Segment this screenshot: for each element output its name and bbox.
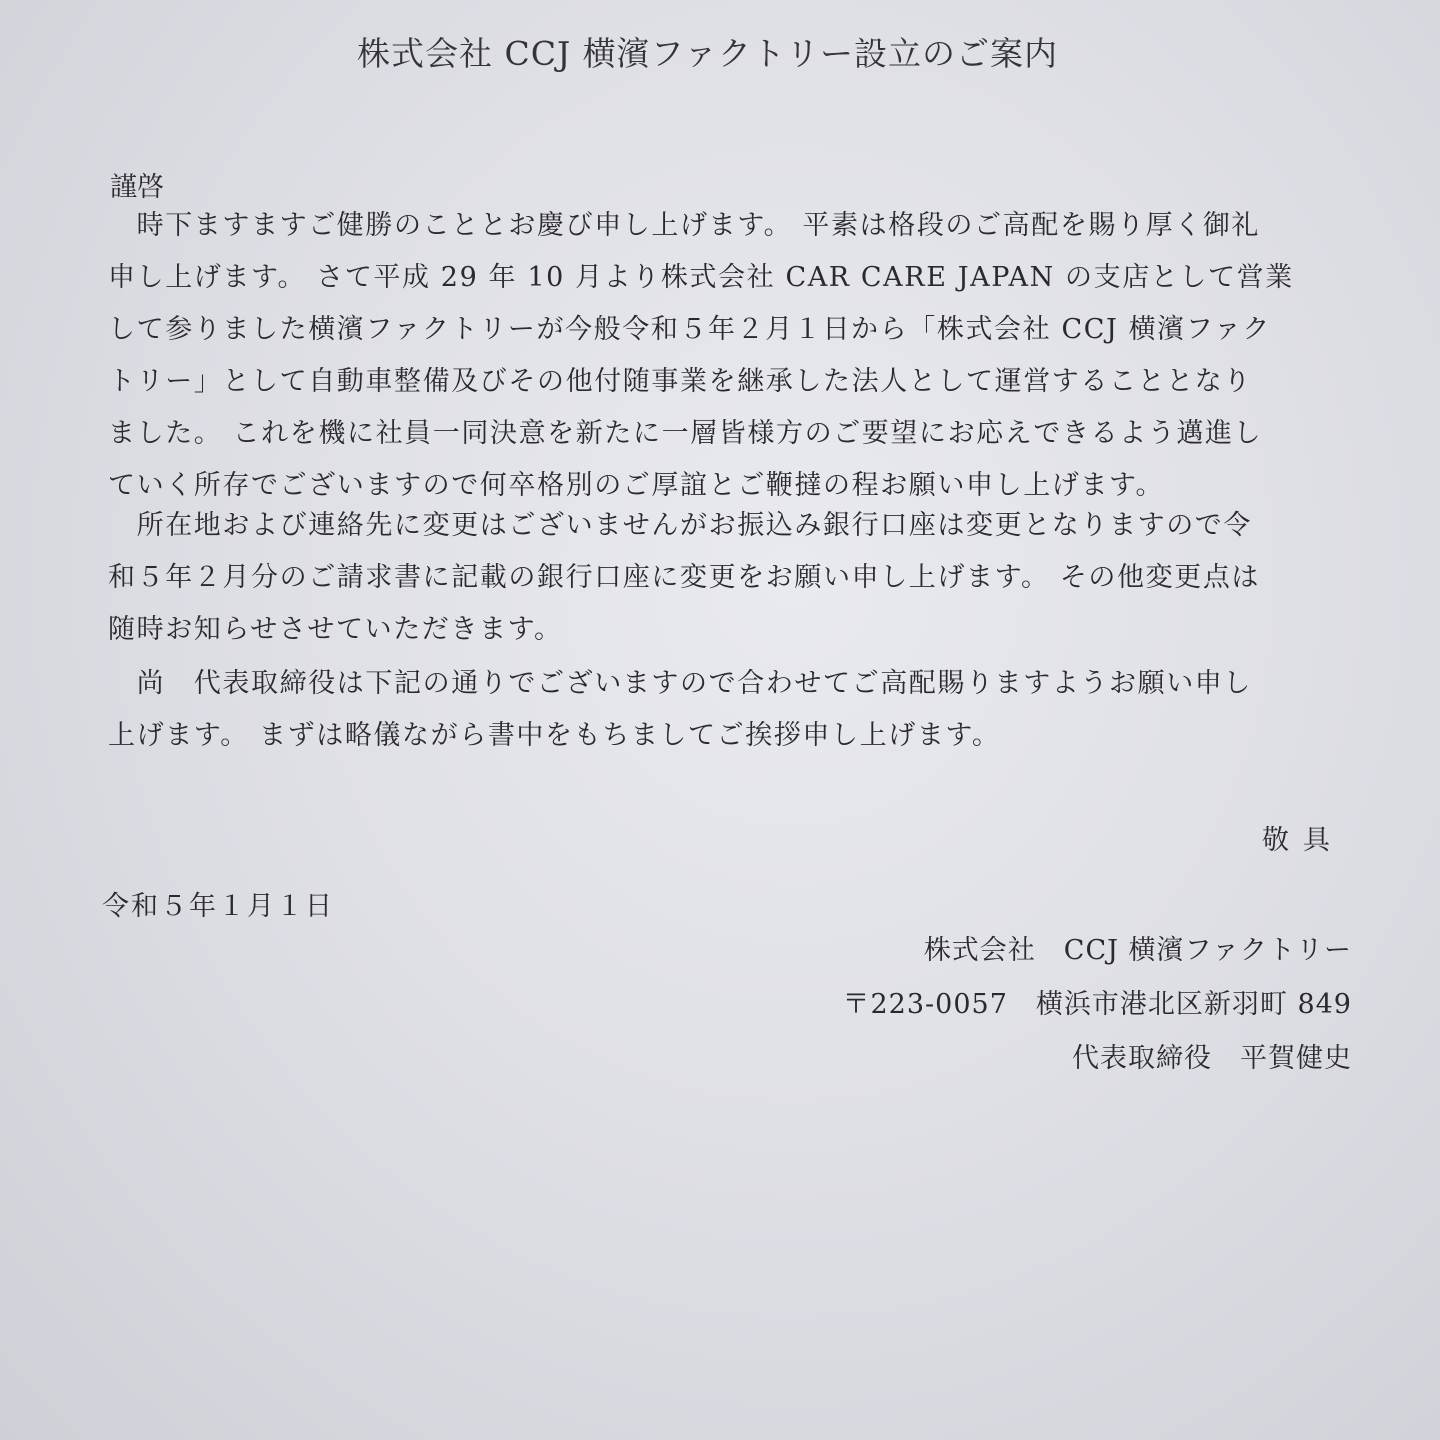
paragraph-line: ました。 これを機に社員一同決意を新たに一層皆様方のご要望にお応えできるよう邁進し (108, 418, 1263, 449)
paragraph-3 (108, 658, 1333, 762)
document-title: 株式会社 CCJ 横濱ファクトリー設立のご案内 (356, 34, 1059, 73)
paragraph-line: ていく所存でございますので何卒格別のご厚誼とご鞭撻の程お願い申し上げます。 (108, 470, 1165, 501)
sender-address: 〒223-0057 横浜市港北区新羽町 849 (842, 989, 1352, 1020)
paragraph-line: 申し上げます。 さて平成 29 年 10 月より株式会社 CAR CARE JAPAN の支店として営業 (108, 262, 1294, 293)
sender-company: 株式会社 CCJ 横濱ファクトリー (923, 935, 1352, 966)
paragraph-2 (108, 500, 1333, 656)
paragraph-line: 時下ますますご健勝のこととお慶び申し上げます。 平素は格段のご高配を賜り厚く御礼 (108, 210, 1261, 241)
paragraph-line: して参りました横濱ファクトリーが今般令和５年２月１日から「株式会社 CCJ 横濱ファク (108, 314, 1272, 345)
paragraph-line: トリー」として自動車整備及びその他付随事業を継承した法人として運営することとなり (108, 366, 1252, 397)
paragraph-line: 上げます。 まずは略儀ながら書中をもちましてご挨拶申し上げます。 (108, 720, 1001, 751)
paragraph-line: 尚 代表取締役は下記の通りでございますので合わせてご高配賜りますようお願い申し (108, 668, 1252, 699)
paragraph-line: 所在地および連絡先に変更はございませんがお振込み銀行口座は変更となりますので令 (108, 510, 1252, 541)
closing-phrase: 敬具 (1262, 825, 1344, 856)
paragraph-1 (108, 200, 1333, 512)
paragraph-line: 随時お知らせさせていただきます。 (108, 614, 563, 645)
salutation: 謹啓 (110, 172, 164, 203)
letter-date: 令和５年１月１日 (102, 891, 334, 922)
paragraph-line: 和５年２月分のご請求書に記載の銀行口座に変更をお願い申し上げます。 その他変更点は (108, 562, 1261, 593)
sender-representative: 代表取締役 平賀健史 (1072, 1043, 1352, 1074)
